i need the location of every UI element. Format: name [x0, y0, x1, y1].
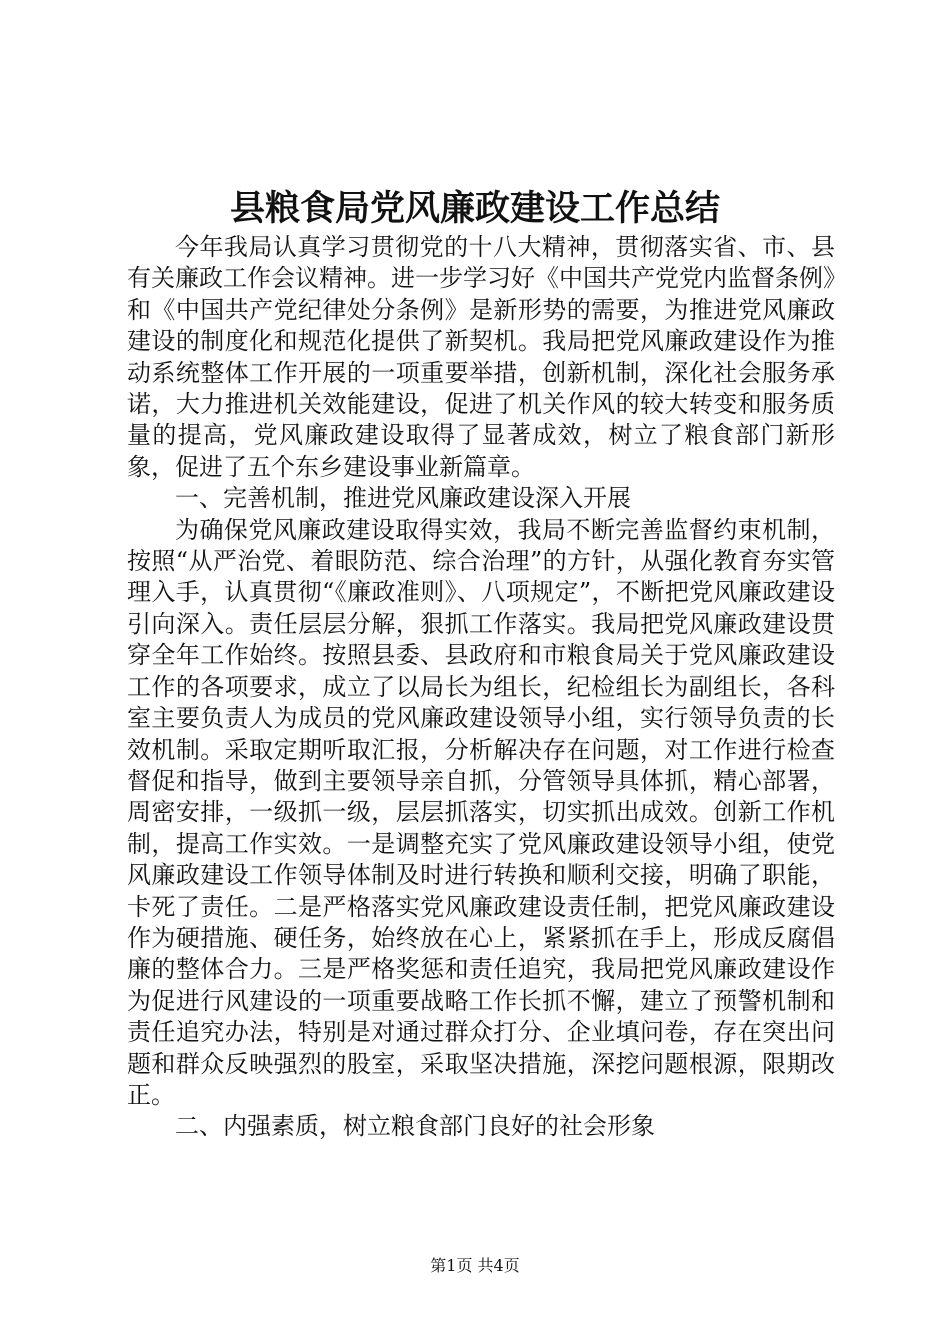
document-body — [127, 232, 835, 1143]
document-title: 县粮食局党风廉政建设工作总结 — [229, 188, 720, 229]
section-1-paragraph: 为确保党风廉政建设取得实效，我局不断完善监督约束机制，按照“从严治党、着眼防范、综合治理”的方针，从强化教育夯实管理入手，认真贯彻“《廉政准则》、八项规定”，不断把党风廉政建设引向深入。责任层层分解，狠抓工作落实。我局把党风廉政建设贯穿全年工作始终。按照县委、县政府和市粮食局关于党风廉政建设工作的各项要求，成立了以局长为组长，纪检组长为副组长，各科室主要负责人为成员的党风廉政建设领导小组，实行领导负责的长效机制。采取定期听取汇报，分析解决存在问题，对工作进行检查督促和指导，做到主要领导亲自抓，分管领导具体抓，精心部署，周密安排，一级抓一级，层层抓落实，切实抓出成效。创新工作机制，提高工作实效。一是调整充实了党风廉政建设领导小组，使党风廉政建设工作领导体制及时进行转换和顺利交接，明确了职能，卡死了责任。二是严格落实党风廉政建设责任制，把党风廉政建设作为硬措施、硬任务，始终放在心上，紧紧抓在手上，形成反腐倡廉的整体合力。三是严格奖惩和责任追究，我局把党风廉政建设作为促进行风建设的一项重要战略工作长抓不懈，建立了预警机制和责任追究办法，特别是对通过群众打分、企业填问卷，存在突出问题和群众反映强烈的股室，采取坚决措施，深挖问题根源，限期改正。 — [127, 515, 835, 1109]
section-heading-2: 二、内强素质，树立粮食部门良好的社会形象 — [175, 1112, 655, 1141]
intro-paragraph: 今年我局认真学习贯彻党的十八大精神，贯彻落实省、市、县有关廉政工作会议精神。进一步学习好《中国共产党党内监督条例》和《中国共产党纪律处分条例》是新形势的需要，为推进党风廉政建设的制度化和规范化提供了新契机。我局把党风廉政建设作为推动系统整体工作开展的一项重要举措，创新机制，深化社会服务承诺，大力推进机关效能建设，促进了机关作风的较大转变和服务质量的提高，党风廉政建设取得了显著成效，树立了粮食部门新形象，促进了五个东乡建设事业新篇章。 — [127, 233, 835, 481]
section-heading-1: 一、完善机制，推进党风廉政建设深入开展 — [175, 484, 631, 513]
page-footer: 第1页 共4页 — [430, 1256, 520, 1275]
